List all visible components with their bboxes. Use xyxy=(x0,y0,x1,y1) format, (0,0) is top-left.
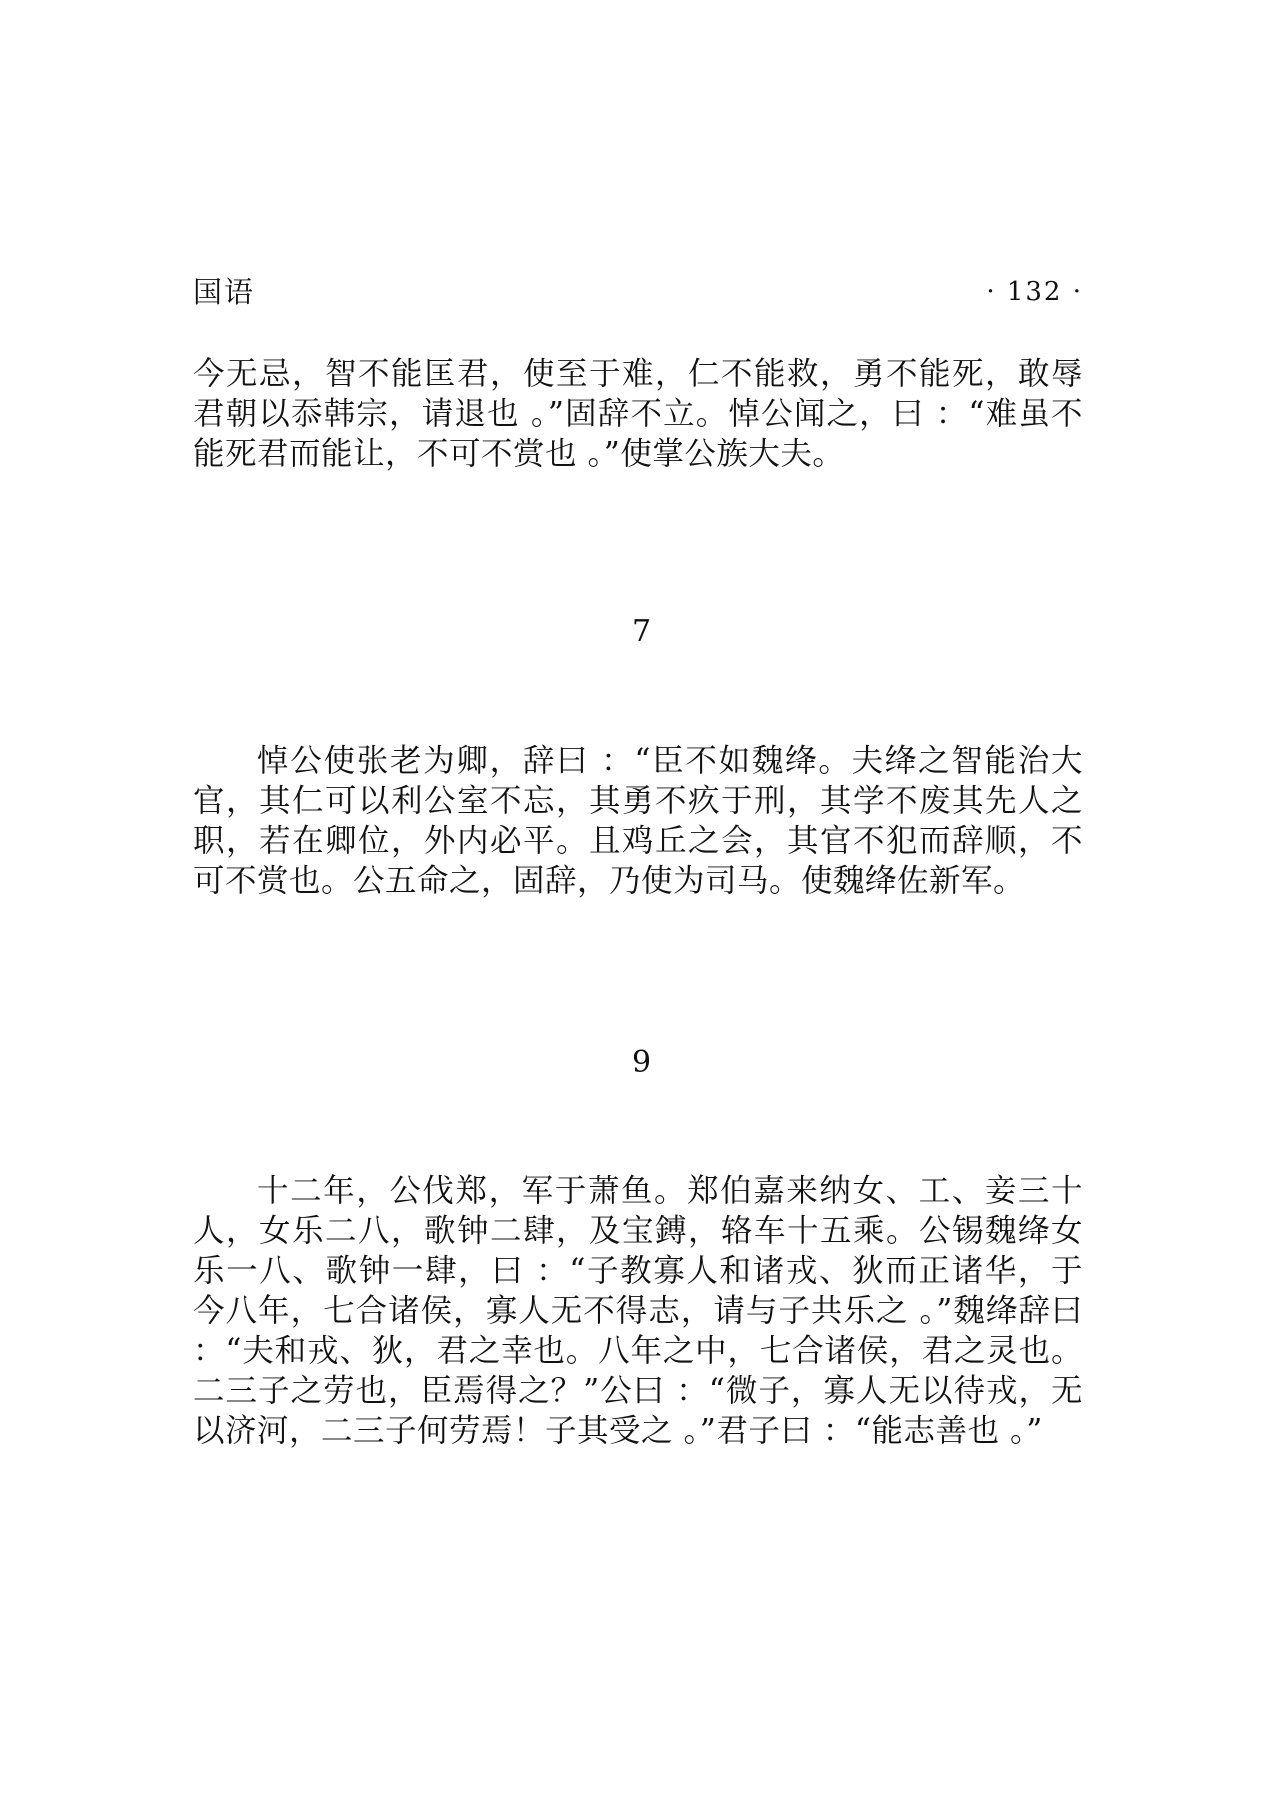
section-number-9: 9 xyxy=(631,1045,652,1080)
section-number-7: 7 xyxy=(631,614,652,649)
book-title: 国语 xyxy=(193,275,256,309)
paragraph-section-7: 悼公使张老为卿，辞曰 ：“臣不如魏绛。夫绛之智能治大官，其仁可以利公室不忘，其勇不疚于刑，其学不废其先人之职，若在卿位，外内必平。且鸡丘之会，其官不犯而辞顺，不可不赏也。公五命之，固辞，乃使为司马。使魏绛佐新军。 xyxy=(193,743,1083,899)
paragraph-continued: 今无忌，智不能匡君，使至于难，仁不能救，勇不能死，敢辱君朝以忝韩宗，请退也 。”固辞不立。悼公闻之，曰 ：“难虽不能死君而能让，不可不赏也 。”使掌公族大夫。 xyxy=(193,356,1083,472)
paragraph-section-9: 十二年，公伐郑，军于萧鱼。郑伯嘉来纳女、工、妾三十人，女乐二八，歌钟二肆，及宝鎛，辂车十五乘。公锡魏绛女乐一八、歌钟一肆，曰 ：“子教寡人和诸戎、狄而正诸华，于今八年，七合诸侯，寡人无不得志，请与子共乐之 。”魏绛辞曰 ：“夫和戎、狄，君之幸也。八年之中，七合诸侯，君之灵也。二三子之劳也，臣焉得之？”公曰 ：“微子，寡人无以待戎，无以济河，二三子何劳焉！子其受之 。”君子曰 ：“能志善也 。” xyxy=(193,1173,1083,1449)
running-header xyxy=(193,270,1083,314)
page-number: · 132 · xyxy=(986,277,1083,307)
